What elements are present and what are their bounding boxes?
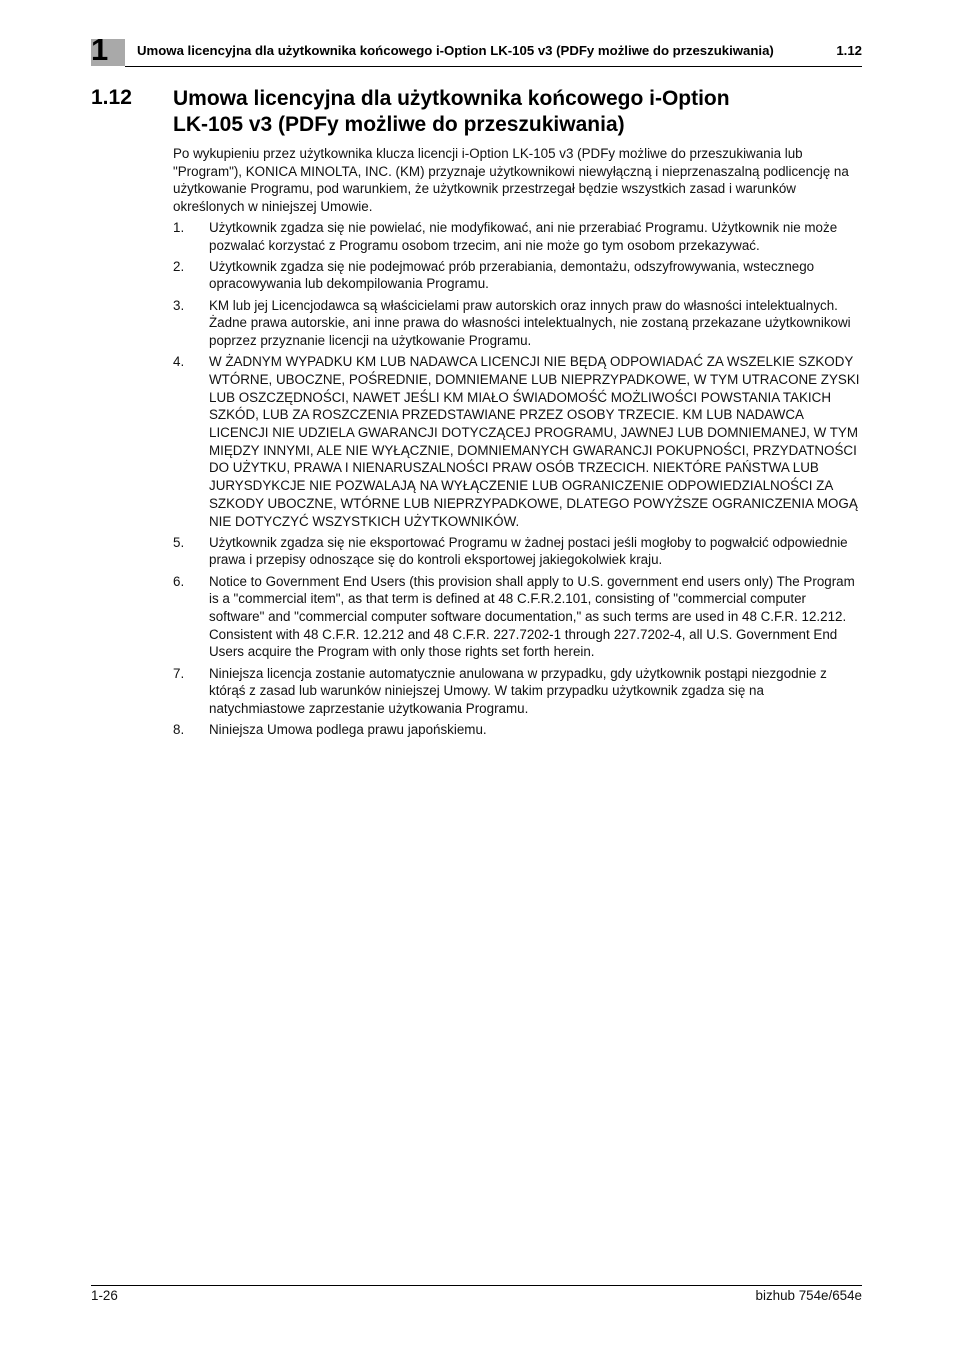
list-item bbox=[173, 573, 863, 662]
list-item-number: 7. bbox=[173, 665, 185, 681]
list-item-number: 1. bbox=[173, 219, 185, 235]
running-header-title: Umowa licencyjna dla użytkownika końcowego i-Option LK-105 v3 (PDFy możliwe do przeszukiwania) bbox=[137, 43, 774, 58]
page-number: 1-26 bbox=[91, 1288, 118, 1303]
section-number: 1.12 bbox=[91, 86, 132, 109]
section-title bbox=[173, 86, 853, 138]
section-title-line1: Umowa licencyjna dla użytkownika końcowego i-Option bbox=[173, 87, 730, 110]
list-item-number: 6. bbox=[173, 573, 185, 589]
header-divider bbox=[125, 66, 862, 67]
intro-paragraph: Po wykupieniu przez użytkownika klucza licencji i-Option LK-105 v3 (PDFy możliwe do przeszukiwania lub "Program"), KONICA MINOLTA, INC. (KM) przyznaje użytkownikowi niewyłączną i nieprzenaszalną podlicencję na użytkowanie Programu, pod warunkiem, że użytkownik przestrzegał będzie wszystkich zasad i warunków określonych w niniejszej Umowie. bbox=[173, 146, 849, 215]
list-item-text: Niniejsza Umowa podlega prawu japońskiemu. bbox=[209, 722, 487, 738]
product-name: bizhub 754e/654e bbox=[755, 1288, 862, 1303]
list-item-number: 5. bbox=[173, 534, 185, 550]
list-item bbox=[173, 353, 863, 530]
list-item-number: 3. bbox=[173, 297, 185, 313]
list-item-text: Notice to Government End Users (this provision shall apply to U.S. government end users only) The Program is a "commercial item", as that term is defined at 48 C.F.R.2.101, consisting of "commercial computer software" and "commercial computer software documentation," as such terms are used in 48 C.F.R. 12.212. Consistent with 48 C.F.R. 12.212 and 48 C.F.R. 227.7202-1 through 227.7202-4, all U.S. Government End Users acquire the Program with only those rights set forth herein. bbox=[209, 573, 855, 660]
list-item bbox=[173, 665, 863, 718]
list-item-number: 2. bbox=[173, 258, 185, 274]
list-item-text: Użytkownik zgadza się nie eksportować Programu w żadnej postaci jeśli mogłoby to pogwałcić odpowiednie prawa i przepisy odnoszące się do kontroli eksportowej jakiegokolwiek kraju. bbox=[209, 534, 848, 568]
running-header-section: 1.12 bbox=[836, 43, 862, 58]
license-terms-list bbox=[173, 219, 863, 739]
list-item-number: 8. bbox=[173, 722, 185, 738]
license-body bbox=[173, 145, 863, 743]
list-item-text: Niniejsza licencja zostanie automatycznie anulowana w przypadku, gdy użytkownik postąpi niezgodnie z którąś z zasad lub warunków niniejszej Umowy. W takim przypadku użytkownik zgadza się na natychmiastowe zaprzestanie użytkowania Programu. bbox=[209, 665, 827, 717]
list-item-text: Użytkownik zgadza się nie powielać, nie modyfikować, ani nie przerabiać Programu. Użytkownik nie może pozwalać korzystać z Programu osobom trzecim, ani nie może go tym osobom przekazywać. bbox=[209, 219, 838, 253]
chapter-number: 1 bbox=[91, 32, 109, 67]
section-title-line2: LK-105 v3 (PDFy możliwe do przeszukiwania) bbox=[173, 113, 625, 136]
list-item-number: 4. bbox=[173, 354, 185, 370]
list-item-text: KM lub jej Licencjodawca są właścicielami praw autorskich oraz innych praw do własności intelektualnych. Żadne prawa autorskie, ani inne prawa do własności intelektualnych, nie zostaną przekazane użytkownikowi poprzez przyznanie licencji na użytkowanie Programu. bbox=[209, 297, 851, 349]
list-item bbox=[173, 219, 863, 254]
list-item bbox=[173, 721, 863, 739]
footer-divider bbox=[91, 1285, 862, 1286]
list-item bbox=[173, 297, 863, 350]
list-item-text: W ŻADNYM WYPADKU KM LUB NADAWCA LICENCJI NIE BĘDĄ ODPOWIADAĆ ZA WSZELKIE SZKODY WTÓRNE, UBOCZNE, POŚREDNIE, DOMNIEMANE LUB NIEPRZYPADKOWE, W TYM UTRACONE ZYSKI LUB OSZCZĘDNOŚCI, NAWET JEŚLI KM MIAŁO ŚWIADOMOŚĆ MOŻLIWOŚCI POWSTANIA TAKICH SZKÓD, LUB ZA ROSZCZENIA PRZEDSTAWIANE PRZEZ OSOBY TRZECIE. KM LUB NADAWCA LICENCJI NIE UDZIELA GWARANCJI DOTYCZĄCEJ PROGRAMU, JAWNEJ LUB DOMNIEMANEJ, W TYM MIĘDZY INNYMI, ALE NIE WYŁĄCZNIE, DOMNIEMANYCH GWARANCJI POKUPNOŚCI, PRZYDATNOŚCI DO UŻYTKU, PRAWA I NIENARUSZALNOŚCI PRAW OSÓB TRZECICH. NIEKTÓRE PAŃSTWA LUB JURYSDYKCJE NIE POZWALAJĄ NA WYŁĄCZENIE LUB OGRANICZENIE ODPOWIEDZIALNOŚCI ZA SZKODY UBOCZNE, WTÓRNE LUB NIEPRZYPADKOWE, DLATEGO POWYŻSZE OGRANICZENIA MOGĄ NIE DOTYCZYĆ WSZYSTKICH UŻYTKOWNIKÓW. bbox=[209, 354, 860, 529]
list-item-text: Użytkownik zgadza się nie podejmować prób przerabiania, demontażu, odszyfrowywania, wstecznego opracowywania lub dekompilowania Programu. bbox=[209, 258, 815, 292]
list-item bbox=[173, 258, 863, 293]
list-item bbox=[173, 534, 863, 569]
